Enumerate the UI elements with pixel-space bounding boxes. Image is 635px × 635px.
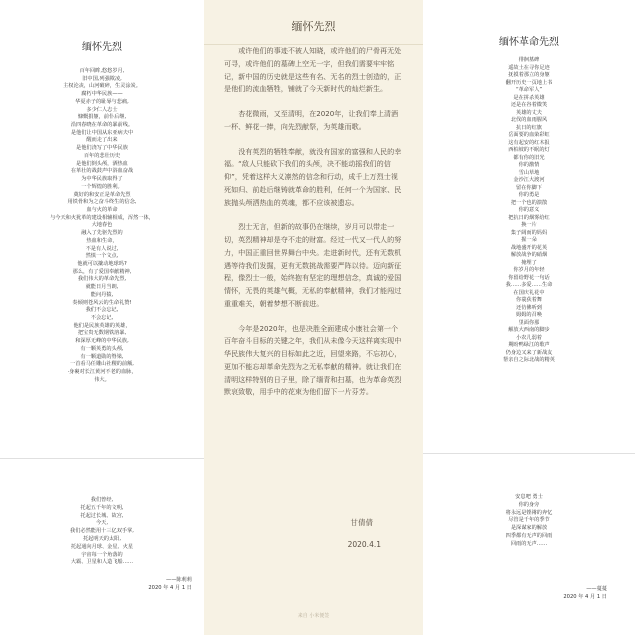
right-poem-date: 2020 年 4 月 1 日 — [563, 594, 607, 600]
poem-line: 我们必然能用十三亿双手掌, — [70, 528, 134, 535]
left-poem-title: 缅怀先烈 — [82, 42, 122, 53]
poem-line: 在国庆礼花中 — [513, 289, 545, 296]
poem-line: 是他们倒头颅，洒热血 — [76, 160, 128, 167]
poem-line: 雪山草地 — [518, 169, 540, 176]
poem-line: 我……多爱……生命 — [505, 282, 553, 288]
poem-line: 集子阔而的妈妈 — [510, 229, 548, 236]
poem-line: 抗日的红旗 — [516, 124, 542, 131]
essay-date: 2020.4.1 — [347, 540, 381, 549]
right-poem-ending — [423, 494, 635, 549]
poem-line: 我们曾经, — [90, 497, 114, 503]
poem-line: 遥故土在寻你足迹 — [508, 64, 550, 71]
poem-line: 英雄的丈夫 — [516, 109, 542, 116]
essay-paragraph: 今年是2020年，也是决胜全面建成小康社会第一个百年奋斗目标的关键之年，我们从未像今天这样离实现中华民族伟大复兴的目标如此之近，回望来路，不忘初心，更加不能忘却革命先烈为之无私奉献的精神。就让我们在清明这样特别的日子里，除了缅青和扫墓，也为革命英烈默哀致敬，用手中的花束为他们留下一片芬芳。 — [224, 323, 402, 397]
poem-line: 我们伟大的革命先烈, — [77, 276, 127, 283]
poem-line: 你的身旁 — [518, 501, 540, 508]
poem-line: 能问丹猿, — [90, 291, 114, 298]
poem-line: 将永远是铿锵的奔忆 — [505, 509, 553, 516]
poem-line: 我们不会忘记, — [85, 307, 119, 314]
poem-line: 不会忘记, — [90, 315, 114, 321]
poem-line: 为中华民族取得了 — [81, 176, 123, 183]
poem-line: 用铁骨和为之奋斗终生的信念, — [67, 199, 137, 206]
essay-paragraph: 没有英烈的牺牲奉献，就没有国家的富强和人民的幸福。“敌人只能砍下我们的头颅，决不能动摇我们的信仰”，凭着这样大义凛然的信念和行动，成千上万烈士视死如归、前赴后继铸就革命的胜利，任何一个为国家、民族抛头颅洒热血的英魂，都不应该被遗忘。 — [224, 146, 402, 207]
essay-body — [224, 45, 404, 411]
poem-line: 托起五千年的文明, — [80, 504, 124, 511]
poem-line: 托起过长城、故宫, — [80, 512, 124, 519]
left-poem-ending — [0, 497, 204, 567]
poem-line: 一个辉煌的胜利。 — [81, 183, 123, 190]
poem-line: 腐朽中华民族—— — [81, 91, 123, 98]
poem-line: 还是在谷着微笑 — [510, 102, 548, 108]
poem-line: 然慎一个文点, — [85, 253, 119, 260]
poem-line: 期盼鸭绿江的歌声 — [508, 342, 550, 348]
poem-line: 大霸、卫星和人造飞船…… — [70, 559, 134, 566]
poem-line: 抚摸着那立的身躯 — [508, 72, 550, 78]
poem-line: 翻开历史一页地上书 — [505, 79, 553, 86]
left-poem-author: ——陈莉莉 — [166, 577, 192, 583]
poem-line: 换一片 — [521, 222, 537, 228]
poem-line: 你的激情 — [518, 162, 540, 168]
poem-line: 这有起安的红木报 — [508, 139, 550, 146]
poem-line: 华夏赤子的耻辱与悲痛, — [75, 98, 129, 105]
poem-line: 你留给野花一句话 — [508, 274, 550, 281]
essay-paragraph: 杏花微雨，又至清明，在2020年，让我们奉上清酒一杯、鲜花一捧，向先烈献祭，为英雄而歌。 — [224, 109, 399, 131]
poem-line: 都有你的旧光 — [513, 154, 545, 161]
poem-line: 百年回眸,悠悠岁月, — [79, 68, 125, 74]
poem-line: 托起通向月球、金星、火星 — [70, 543, 134, 550]
poem-line: 融入了先驱先烈的 — [81, 230, 123, 237]
left-poem-signature-block — [148, 576, 192, 592]
poem-line: 岳面要的血染彩虹 — [508, 132, 550, 138]
poem-line: 尽管是千年的季节 — [508, 517, 550, 524]
poem-line: 安息吧 勇士 — [515, 494, 543, 500]
poem-line: ·身裹对长江黄河不老的血脉， — [67, 369, 137, 376]
poem-line: 小农儿弱着 — [516, 334, 542, 341]
left-poem-page — [0, 0, 204, 458]
poem-line: 是他们让中国从东亚病夫中 — [70, 129, 134, 136]
poem-line: 慷慨捐躯，前仆后继, — [77, 114, 127, 121]
poem-line: 把一个也的溃散 — [510, 199, 548, 206]
poem-line: 里面你那 — [518, 319, 540, 326]
poem-line: 旧中国,列强欺凌, — [82, 75, 122, 82]
left-poem-continuation — [0, 458, 204, 635]
poem-line: 你的意义 — [518, 207, 540, 213]
essay-title: 缅怀先烈 — [291, 20, 336, 33]
poem-line: 有一颗英勇的头颅, — [80, 345, 124, 352]
poem-line: 掩埋了 — [521, 259, 537, 266]
poem-line: 金沙江大渡河 — [513, 177, 545, 183]
poem-line: 姆姆的召唤 — [516, 312, 542, 318]
poem-line: “革命军人” — [515, 87, 543, 93]
poem-line: 帮亲自之际北战的精英 — [503, 357, 555, 363]
poem-line: 热血和生命， — [86, 237, 118, 244]
poem-line: 战地盛开的花英 — [510, 244, 548, 251]
essay-header — [204, 0, 423, 45]
poem-line: 奏倾则苍风云的生命礼赞! — [72, 299, 132, 306]
essay-note — [204, 0, 423, 635]
poem-line: 大地春色 — [91, 222, 113, 229]
poem-line: 奠好的和安正是革命先烈 — [73, 191, 131, 198]
essay-paragraph: 或许他们的事迹不被人知晓，或许他们的尸骨再无处可寻，或许他们的墓碑上空无一字，但我们需要牢牢铭记，新中国的历史就是这些有名、无名的烈士创造的，正是他们的流血牺牲，铺就了今天新时代的灿烂新生。 — [224, 46, 402, 94]
poem-line: 回雨的无声…… — [510, 540, 548, 547]
poem-line: 与今天和火犹革的建设相辅相成，浑然一体， — [50, 214, 154, 221]
right-poem-signature-block — [563, 585, 607, 601]
poem-line: 一首看马任雕山社稷的前额, — [70, 361, 134, 368]
poem-line: 和深厚无峰的中华民族, — [75, 338, 129, 345]
poem-line: 仍身边又来了新战友 — [505, 349, 553, 356]
poem-line: 徘徊墓碑 — [518, 57, 540, 63]
poem-line: 解放大西南的脚步 — [508, 327, 550, 333]
poem-line: 你岁月的年轻 — [513, 267, 545, 273]
poem-line: 在革壮的战鼓声中浴血奋战 — [70, 168, 134, 175]
poem-line: 沿四春晓在革命的暴前线。 — [70, 122, 134, 129]
poem-line: 伟大。 — [94, 376, 110, 383]
essay-footer: 来自 小米便签 — [297, 613, 330, 619]
poem-line: 托起明天的太阳, — [83, 535, 121, 542]
poem-line: 醒而走了出来 — [86, 137, 118, 144]
poem-line: 握一朵 — [521, 237, 537, 243]
poem-line: 解放战争的硝烟 — [510, 252, 548, 258]
right-poem-title: 缅怀革命先烈 — [499, 37, 559, 48]
poem-line: 是深谋家的解放 — [510, 525, 548, 532]
poem-line: 百年的悲壮历史 — [83, 152, 121, 159]
poem-line: 就能日月当朗, — [85, 284, 119, 291]
left-poem-date: 2020 年 4 月 1 日 — [148, 585, 192, 591]
poem-line: 他就可以撬动地球吗? — [77, 260, 127, 267]
poem-line: 今天, — [95, 520, 109, 527]
poem-line: 宇宙每一个角落的 — [81, 551, 123, 558]
right-poem-body — [423, 57, 635, 365]
poem-line: 你的勇是 — [518, 192, 540, 198]
poem-line: 四季都有无声的回雨 — [505, 532, 553, 539]
poem-line: 把宝贵无数钢铁溶暴, — [77, 330, 127, 337]
right-poem-author: ——蔓蔓 — [586, 586, 607, 592]
essay-author: 甘倩倩 — [350, 518, 373, 527]
poem-line: 有一颗道勋的脊梁, — [80, 353, 124, 360]
poem-line: 北伐的血雨腥风 — [510, 117, 548, 123]
right-poem-page — [423, 0, 635, 453]
poem-line: 血与火的革命 — [86, 206, 118, 213]
poem-line: 你蓑获着舞 — [516, 297, 542, 303]
poem-line: 是在拼杀英雄 — [513, 94, 545, 101]
poem-line: 把抗日的烟雾给红 — [508, 214, 550, 221]
poem-line: 主权沦丧，山河破碎，生灵涂炭。 — [63, 83, 141, 90]
poem-line: 是他们浇写了中华民族 — [76, 145, 128, 152]
poem-line: 还仿佛听到 — [516, 304, 542, 311]
essay-paragraph: 烈士无言，但新的故事仍在继续，岁月可以带走一切，英烈精神却是夺不走的财富。经过一代又一代人的努力，中国正重回世界舞台中央。走进新时代，还有无数机遇等待我们发掘，更有无数挑战需要严阵以待。迈向新征程，像烈士一般，始终抱有坚定的理想信念，真诚的爱国情怀，无畏的英雄气概，无私的奉献精神，我们才能闯过重重难关，朝着梦想不断前进。 — [224, 222, 402, 308]
poem-line: 他们是民族英雄的英雄， — [73, 322, 131, 329]
right-poem-continuation — [423, 453, 635, 635]
poem-line: 留在你脚下 — [516, 184, 542, 191]
left-poem-body — [0, 68, 204, 384]
poem-line: 不是有人说过, — [85, 245, 119, 252]
poem-line: 西柏坡的不眠的灯 — [508, 147, 550, 153]
poem-line: 那么，有了爱国奉献精神, — [72, 268, 132, 275]
poem-line: 多少仁人志士 — [86, 106, 118, 113]
